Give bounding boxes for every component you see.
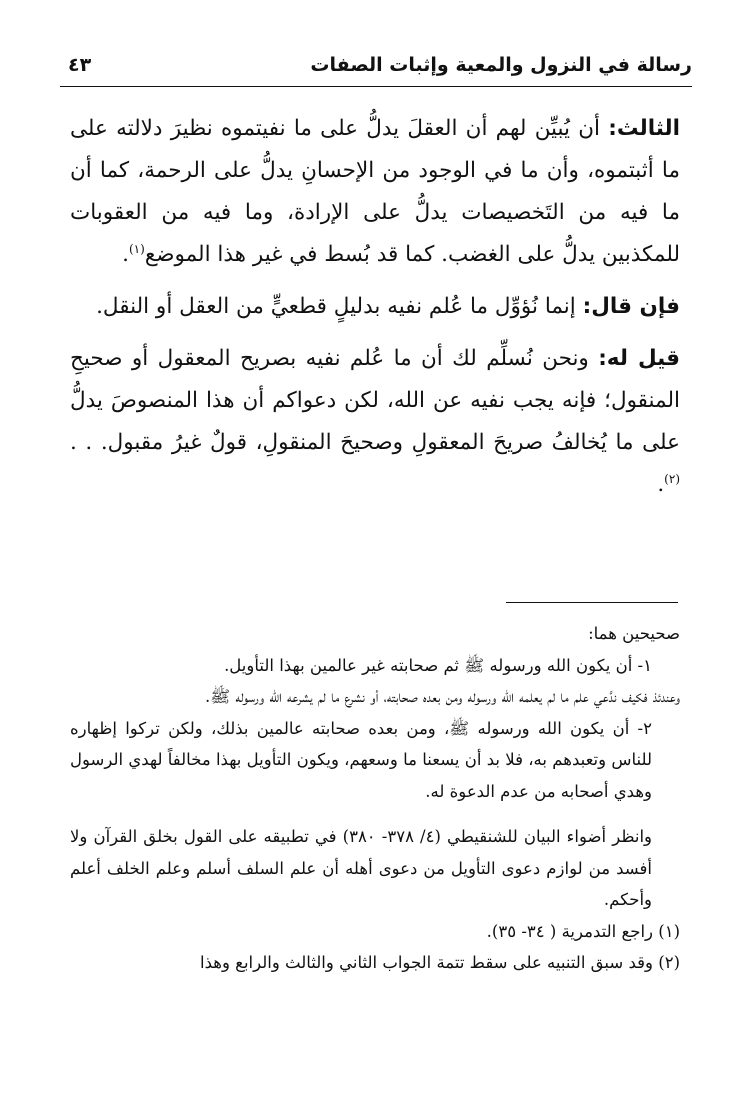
- note-continuation-heading: صحيحين هما:: [588, 624, 680, 643]
- footnote-ref-1[interactable]: (١): [128, 241, 145, 256]
- footnote-2: (٢) وقد سبق التنبيه على سقط تتمة الجواب الثاني والثالث والرابع وهذا: [200, 953, 680, 972]
- paragraph-lead: قيل له:: [598, 346, 680, 371]
- paragraph-third-point: [70, 108, 680, 276]
- note-point-2: ٢- أن يكون الله ورسوله ﷺ، ومن بعده صحابته عالمين بذلك، ولكن تركوا إظهاره للناس وتعبدهم به، فلا بد أن يسعنا ما وسعهم، ويكون التأويل بهذا مخالفاً لهدي الرسول وهدي أصحابه من عدم الدعوة له.: [70, 718, 652, 801]
- paragraph-lead: فإن قال:: [582, 294, 680, 319]
- paragraph-lead: الثالث:: [608, 116, 680, 141]
- paragraph-text: أن يُبيِّن لهم أن العقلَ يدلُّ على ما نفيتموه نظيرَ دلالته على ما أثبتموه، وأن ما في الوجود من الإحسانِ يدلُّ على الرحمة، كما أن ما فيه من التَخصيصات يدلُّ على الإرادة، وما فيه من العقوبات للمكذبين يدلُّ على الغضب. كما قد بُسط في غير هذا الموضع: [70, 116, 680, 267]
- paragraph-text: إنما نُؤوِّل ما عُلم نفيه بدليلٍ قطعيٍّ من العقل أو النقل.: [96, 294, 583, 319]
- note-point-1: ١- أن يكون الله ورسوله ﷺ ثم صحابته غير عالمين بهذا التأويل.: [224, 655, 652, 675]
- paragraph-text: ونحن نُسلِّم لك أن ما عُلم نفيه بصريح المعقول أو صحيحِ المنقول؛ فإنه يجب نفيه عن الله، لكن دعواكم أن هذا المنصوصَ يدلُّ على ما يُخالفُ صريحَ المعقولِ وصحيحَ المنقولِ، قولٌ غيرُ مقبول. . .: [70, 346, 680, 455]
- page-header: [60, 50, 692, 87]
- footnotes-area: [70, 618, 680, 979]
- note-point-1-detail: وعندئذ فكيف ندَّعي علم ما لم يعلمه الله ورسوله ومن بعده صحابته، أو نشرع ما لم يشرعه الله ورسوله ﷺ.: [205, 687, 680, 706]
- footnote-1: (١) راجع التدمرية ( ٣٤- ٣٥).: [486, 921, 680, 941]
- paragraph-end: .: [122, 242, 129, 267]
- note-reference: وانظر أضواء البيان للشنقيطي (٤/ ٣٧٨- ٣٨٠) في تطبيقه على القول بخلق القرآن ولا أفسد من لوازم دعوى التأويل من دعوى أهله أن علم السلف أسلم وعلم الخلف أعلم وأحكم.: [70, 827, 652, 909]
- page-number: ٤٣: [68, 54, 92, 76]
- footnote-separator: [506, 602, 678, 603]
- paragraph-objection: [70, 286, 680, 328]
- paragraph-reply: [70, 338, 680, 506]
- running-title: رسالة في النزول والمعية وإثبات الصفات: [310, 54, 692, 76]
- paragraph-end: .: [657, 472, 665, 497]
- main-text: [70, 108, 680, 516]
- footnote-ref-2[interactable]: (٢): [664, 471, 680, 486]
